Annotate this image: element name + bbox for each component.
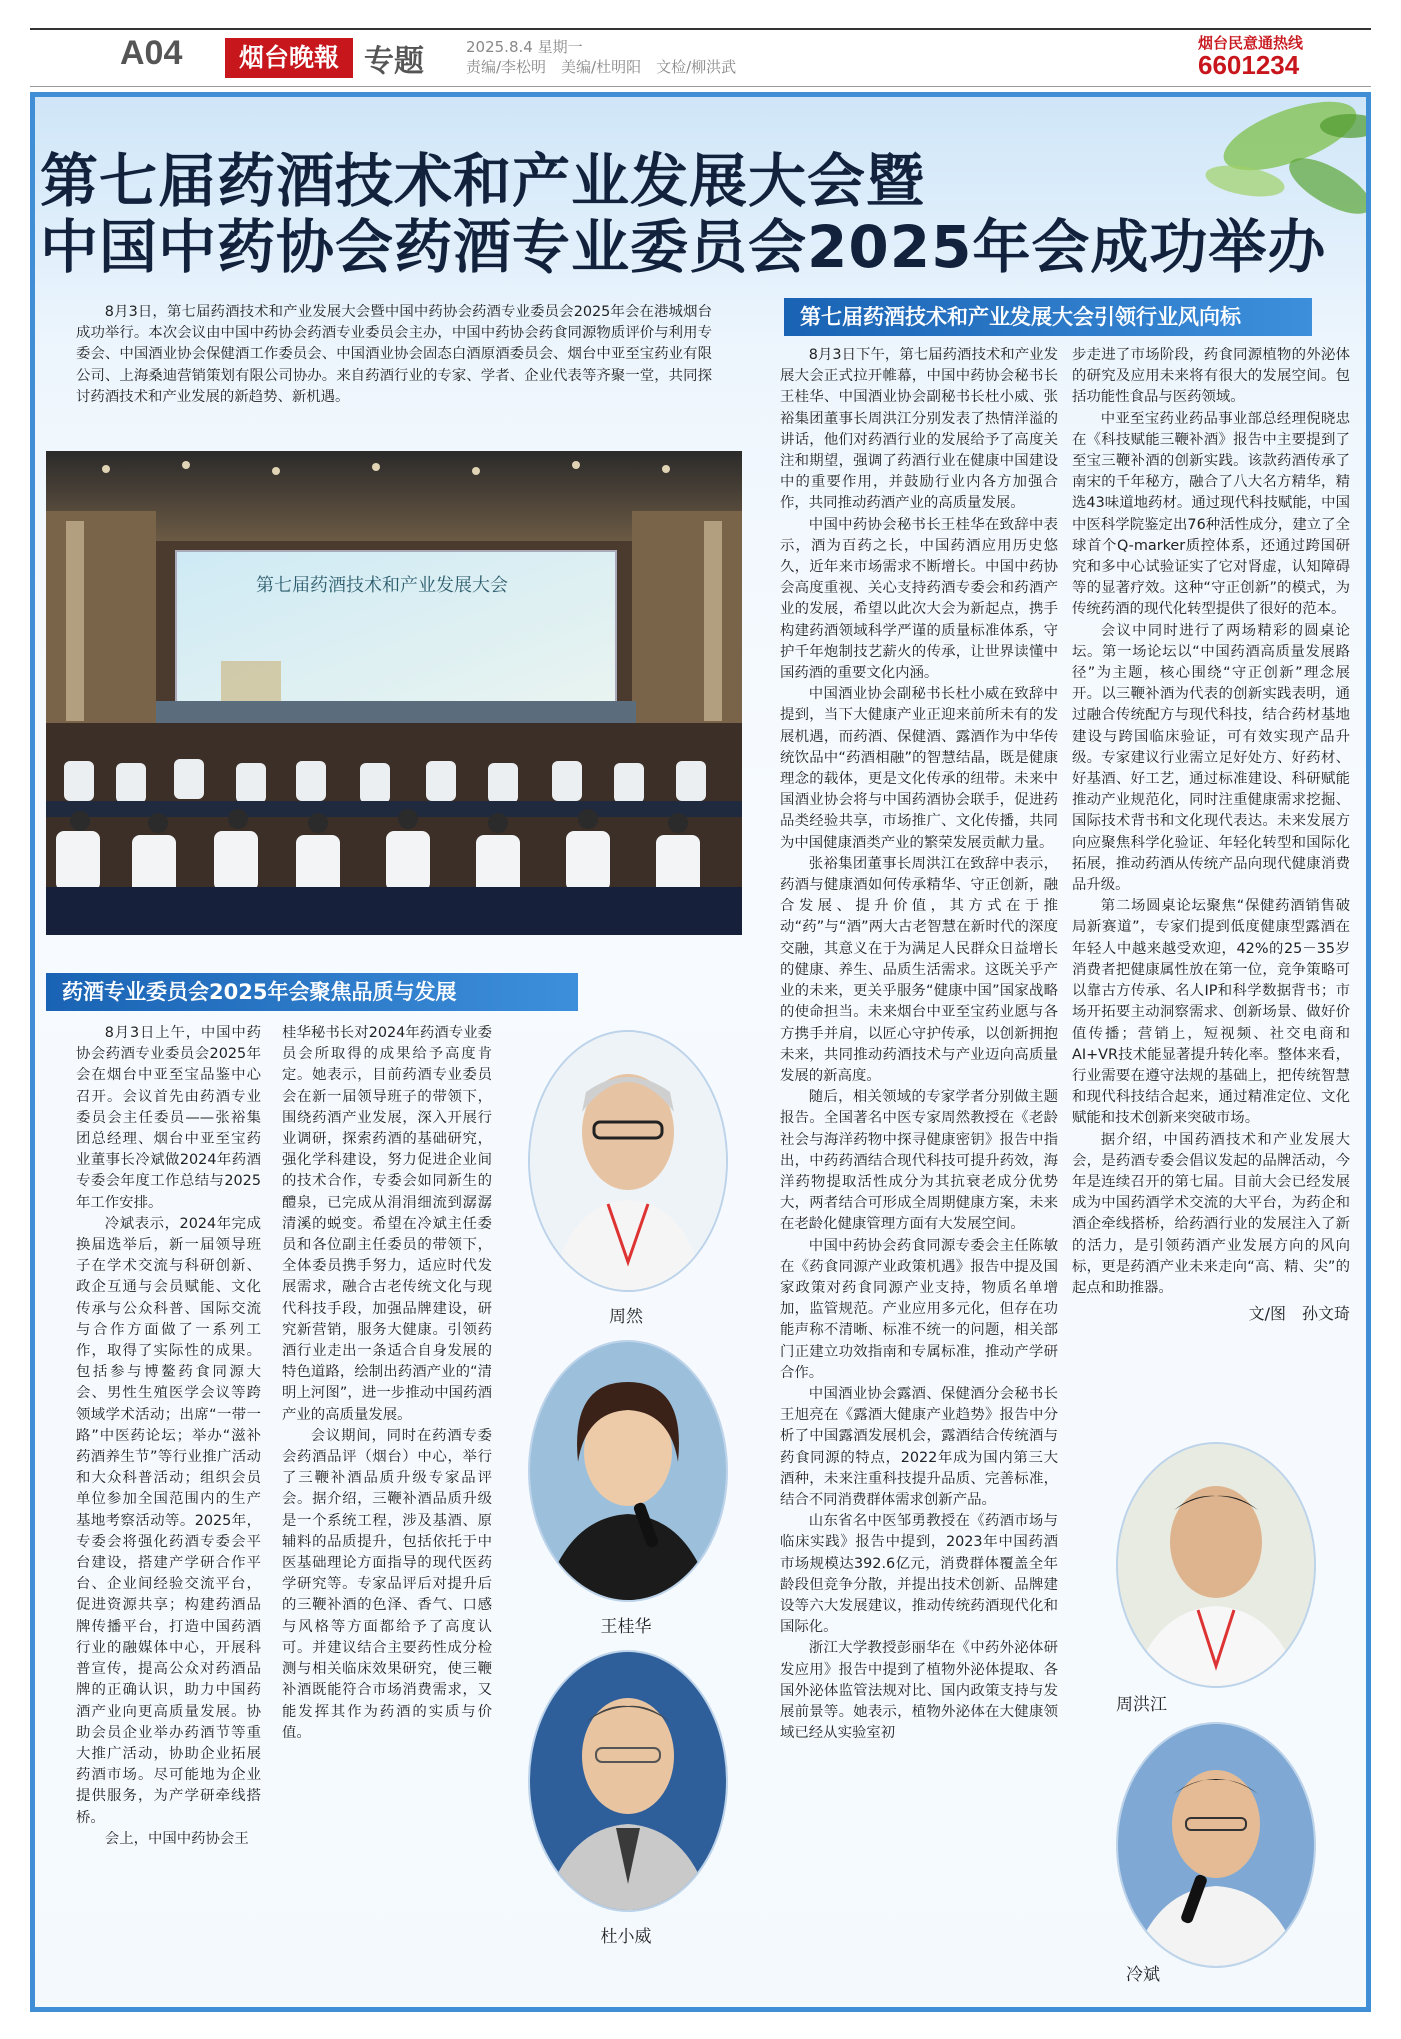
paragraph: 中国中药协会秘书长王桂华在致辞中表示，酒为百药之长，中国药酒应用历史悠久，近年来市场需求不断增长。中国中药协会高度重视、关心支持药酒专委会和药酒产业的发展，希望以此次大会为新起点，携手构建药酒领域科学严谨的质量标准体系，守护千年炮制技艺薪火的传承，让世界读懂中国药酒的重要文化内涵。 <box>780 516 1058 682</box>
caption-wangguihua: 王桂华 <box>600 1617 652 1637</box>
paragraph: 随后，相关领域的专家学者分别做主题报告。全国著名中医专家周然教授在《老龄社会与海洋药物中探寻健康密钥》报告中指出，中药药酒结合现代科技可提升药效，海洋药物提取活性成分为其抗衰老成分优势大，两者结合可形成全周期健康方案，未来在老龄化健康管理方面有大发展空间。 <box>780 1089 1058 1233</box>
portrait-zhouhongjiang <box>1116 1442 1316 1688</box>
left-column-1 <box>76 1023 261 1850</box>
portrait-lengbin <box>1116 1722 1316 1968</box>
section-heading-right: 第七届药酒技术和产业发展大会引领行业风向标 <box>784 298 1312 336</box>
paragraph: 中国酒业协会副秘书长杜小威在致辞中提到，当下大健康产业正迎来前所未有的发展机遇，而药酒、保健酒、露酒作为中华传统饮品中“药酒相融”的智慧结晶，既是健康理念的载体，更是文化传承的纽带。未来中国酒业协会将与中国药酒协会联手，促进药品类经验共享，市场推广、文化传播，共同为中国健康酒类产业的繁荣发展贡献力量。 <box>780 686 1058 851</box>
paragraph: 浙江大学教授彭丽华在《中药外泌体研发应用》报告中提到了植物外泌体提取、各国外泌体监管法规对比、国内政策支持与发展前景等。她表示，植物外泌体在大健康领域已经从实验室初 <box>780 1640 1058 1742</box>
portrait-photo <box>1118 1444 1314 1686</box>
left-column-2 <box>282 1023 492 1744</box>
hotline-label: 烟台民意通热线 <box>1198 34 1304 52</box>
paragraph: 张裕集团董事长周洪江在致辞中表示，药酒与健康酒如何传承精华、守正创新，融合发展、提升价值，其方式在于推动“药”与“酒”两大古老智慧在新时代的深度交融，其意义在于为满足人民群众日益增长的健康、养生、品质生活需求。这既关乎产业的未来，更关乎服务“健康中国”国家战略的使命担当。未来烟台中亚至宝药业愿与各方携手并肩，以匠心守护传承，以创新拥抱未来，共同推动药酒技术与产业迈向高质量发展的新高度。 <box>780 855 1058 1084</box>
headline-line-1: 第七届药酒技术和产业发展大会暨 <box>40 147 926 215</box>
conference-hall-illustration <box>46 451 742 935</box>
paragraph: 会议中同时进行了两场精彩的圆桌论坛。第一场论坛以“中国药酒高质量发展路径”为主题，核心围绕“守正创新”理念展开。以三鞭补酒为代表的创新实践表明，通过融合传统配方与现代科技，结合药材基地建设与跨国临床验证，可有效实现产品升级。专家建议行业需立足好处方、好药材、好基酒、好工艺，通过标准建设、科研赋能推动产业规范化，同时注重健康需求挖掘、国际技术背书和文化现代表达。未来发展方向应聚焦科学化验证、年轻化转型和国际化拓展，推动药酒从传统产品向现代健康消费品升级。 <box>1072 622 1350 894</box>
newspaper-logo: 烟台晚報 <box>225 38 353 78</box>
stage-banner-text: 第七届药酒技术和产业发展大会 <box>256 575 508 596</box>
portrait-zhouran <box>528 1030 728 1292</box>
column-title: 专题 <box>364 44 424 79</box>
byline: 文/图 孙文琦 <box>1248 1304 1350 1324</box>
headline-line-2: 中国中药协会药酒专业委员会2025年会成功举办 <box>40 213 1327 281</box>
right-column-2 <box>1072 345 1350 1324</box>
portrait-wangguihua <box>528 1340 728 1602</box>
right-column-1 <box>780 345 1058 1744</box>
paragraph: 8月3日上午，中国中药协会药酒专业委员会2025年会在烟台中亚至宝品鉴中心召开。会议首先由药酒专业委员会主任委员——张裕集团总经理、烟台中亚至宝药业董事长冷斌做2024年药酒专委会年度工作总结与2025年工作安排。 <box>76 1025 261 1211</box>
intro-paragraph <box>76 302 712 408</box>
portrait-duxiaowei <box>528 1650 728 1912</box>
issue-date: 2025.8.4 星期一 <box>466 38 583 56</box>
paragraph: 第二场圆桌论坛聚焦“保健药酒销售破局新赛道”，专家们提到低度健康型露酒在年轻人中越来越受欢迎，42%的25－35岁消费者把健康属性放在第一位，竞争策略可以靠古方传承、名人IP和科学数据背书；市场开拓要主动洞察需求、创新场景、做好价值传播；营销上，短视频、社交电商和AI+VR技术能显著提升转化率。整体来看，行业需要在遵守法规的基础上，把传统智慧和现代科技结合起来，通过精准定位、文化赋能和技术创新来突破市场。 <box>1072 898 1350 1127</box>
paragraph: 据介绍，中国药酒技术和产业发展大会，是药酒专委会倡议发起的品牌活动，今年是连续召开的第七届。目前大会已经发展成为中国药酒学术交流的大平台，为药企和酒企牵线搭桥，给药酒行业的发展注入了新的活力，是引领药酒产业发展方向的风向标，更是药酒产业未来走向“高、精、尖”的起点和助推器。 <box>1072 1131 1350 1296</box>
conference-photo <box>46 451 742 935</box>
portrait-photo <box>1118 1724 1314 1966</box>
caption-zhouran: 周然 <box>609 1307 643 1327</box>
paragraph: 步走进了市场阶段，药食同源植物的外泌体的研究及应用未来将有很大的发展空间。包括功能性食品与医药领域。 <box>1072 347 1350 406</box>
paragraph: 中亚至宝药业药品事业部总经理倪晓忠在《科技赋能三鞭补酒》报告中主要提到了至宝三鞭补酒的创新实践。该款药酒传承了南宋的千年秘方，融合了八大名方精华，精选43味道地药材。通过现代科技赋能，中国中医科学院鉴定出76种活性成分，建立了全球首个Q-marker质控体系，还通过跨国研究和多中心试验证实了它对肾虚，认知障碍等的显著疗效。这种“守正创新”的模式，为传统药酒的现代化转型提供了很好的范本。 <box>1072 410 1350 618</box>
paragraph: 桂华秘书长对2024年药酒专业委员会所取得的成果给予高度肯定。她表示，目前药酒专业委员会在新一届领导班子的带领下，围绕药酒产业发展，深入开展行业调研，探索药酒的基础研究，强化学科建设，努力促进企业间的技术合作，专委会如同新生的醴泉，已完成从涓涓细流到潺潺清溪的蜕变。希望在冷斌主任委员和各位副主任委员的带领下，全体委员携手努力，适应时代发展需求，融合古老传统文化与现代科技手段，加强品牌建设，研究新营销，服务大健康。引领药酒行业走出一条适合自身发展的特色道路，绘制出药酒产业的“清明上河图”，进一步推动中国药酒产业的高质量发展。 <box>282 1025 492 1423</box>
caption-zhouhongjiang: 周洪江 <box>1116 1695 1167 1715</box>
portrait-photo <box>530 1032 726 1290</box>
paragraph: 冷斌表示，2024年完成换届选举后，新一届领导班子在学术交流与科研创新、政企互通与会员赋能、文化传承与公众科普、国际交流与合作方面做了一系列工作，取得了实际性的成果。包括参与博鳌药食同源大会、男性生殖医学会议等跨领域学术活动；出席“一带一路”中医药论坛；举办“滋补药酒养生节”等行业推广活动和大众科普活动；组织会员单位参加全国范围内的生产基地考察活动等。2025年，专委会将强化药酒专委会平台建设，搭建产学研合作平台、企业间经验交流平台，促进资源共享；构建药酒品牌传播平台，打造中国药酒行业的融媒体中心，开展科普宣传，提高公众对药酒品牌的正确认识，助力中国药酒产业向更高质量发展。协助会员企业举办药酒节等重大推广活动，协助企业拓展药酒市场。尽可能地为企业提供服务，为产学研牵线搭桥。 <box>76 1215 261 1826</box>
paragraph: 8月3日下午，第七届药酒技术和产业发展大会正式拉开帷幕，中国中药协会秘书长王桂华、中国酒业协会副秘书长杜小威、张裕集团董事长周洪江分别发表了热情洋溢的讲话，他们对药酒行业的发展给予了高度关注和期望，强调了药酒行业在健康中国建设中的重要作用，并鼓励行业内各方加强合作，共同推动药酒产业的高质量发展。 <box>780 347 1058 512</box>
hotline-number: 6601234 <box>1198 50 1300 80</box>
intro-text: 8月3日，第七届药酒技术和产业发展大会暨中国中药协会药酒专业委员会2025年会在港城烟台成功举行。本次会议由中国中药协会药酒专业委员会主办，中国中药协会药食同源物质评价与利用专委会、中国酒业协会保健酒工作委员会、中国酒业协会固态白酒原酒委员会、烟台中亚至宝药业有限公司、上海桑迪营销策划有限公司协办。来自药酒行业的专家、学者、企业代表等齐聚一堂，共同探讨药酒技术和产业发展的新趋势、新机遇。 <box>76 304 712 405</box>
page-number: A04 <box>120 34 183 72</box>
paragraph: 山东省名中医邹勇教授在《药酒市场与临床实践》报告中提到，2023年中国药酒市场规模达392.6亿元，消费群体覆盖全年龄段但竞争分散，并提出技术创新、品牌建设等六大发展建议，推动传统药酒现代化和国际化。 <box>780 1513 1058 1636</box>
paragraph: 会议期间，同时在药酒专委会药酒品评（烟台）中心，举行了三鞭补酒品质升级专家品评会。据介绍，三鞭补酒品质升级是一个系统工程，涉及基酒、原辅料的品质提升，包括依托于中医基础理论方面指导的现代医药学研究等。专家品评后对提升后的三鞭补酒的色泽、香气、口感与风格等方面都给予了高度认可。并建议结合主要药性成分检测与相关临床效果研究，使三鞭补酒既能符合市场消费需求，又能发挥其作为药酒的实质与价值。 <box>282 1427 492 1741</box>
paragraph: 中国中药协会药食同源专委会主任陈敏在《药食同源产业政策机遇》报告中提及国家政策对药食同源产业支持，物质名单增加，监管规范。产业应用多元化，但存在功能声称不清晰、标准不统一的问题，相关部门正建立功效指南和专属标准，推动产学研合作。 <box>780 1237 1058 1381</box>
portrait-photo <box>530 1652 726 1910</box>
editor-credits: 责编/李松明 美编/杜明阳 文检/柳洪武 <box>466 58 737 76</box>
paragraph: 中国酒业协会露酒、保健酒分会秘书长王旭亮在《露酒大健康产业趋势》报告中分析了中国露酒发展机会，露酒结合传统酒与药食同源的特点，2022年成为国内第三大酒种，未来注重科技提升品质、完善标准，结合不同消费群体需求创新产品。 <box>780 1385 1058 1508</box>
caption-duxiaowei: 杜小威 <box>600 1927 652 1947</box>
caption-lengbin: 冷斌 <box>1126 1965 1160 1985</box>
portrait-photo <box>530 1342 726 1600</box>
paragraph: 会上，中国中药协会王 <box>104 1830 249 1847</box>
section-heading-left: 药酒专业委员会2025年会聚焦品质与发展 <box>46 973 578 1011</box>
